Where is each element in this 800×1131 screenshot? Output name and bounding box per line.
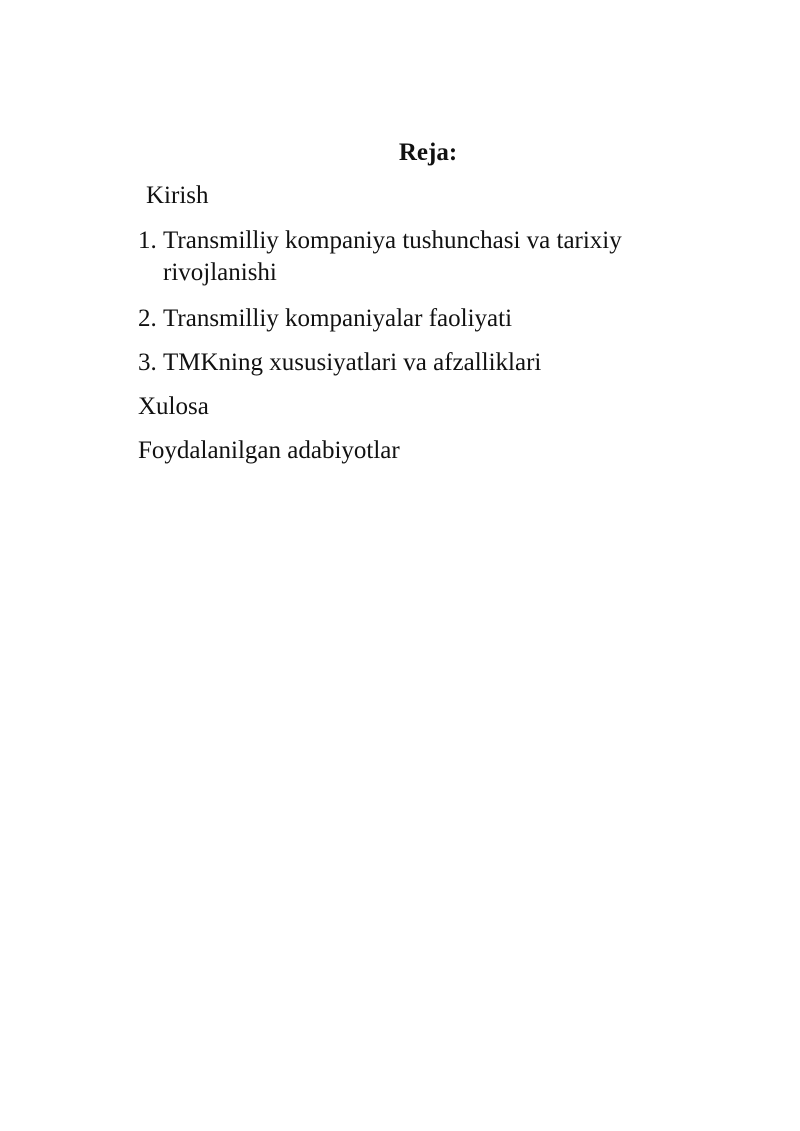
list-item-number: 3. [138, 349, 157, 376]
list-item-number: 1. [138, 227, 157, 254]
intro-heading: Kirish [146, 182, 209, 209]
list-item-text: TMKning xususiyatlari va afzalliklari [163, 349, 542, 376]
list-item-text: Transmilliy kompaniyalar faoliyati [163, 305, 513, 332]
list-item-number: 2. [138, 305, 157, 332]
references-heading: Foydalanilgan adabiyotlar [138, 437, 400, 464]
plan-title: Reja: [398, 139, 458, 166]
conclusion-heading: Xulosa [138, 393, 209, 420]
list-item-text: Transmilliy kompaniya tushunchasi va tarixiy rivojlanishi [163, 227, 622, 286]
